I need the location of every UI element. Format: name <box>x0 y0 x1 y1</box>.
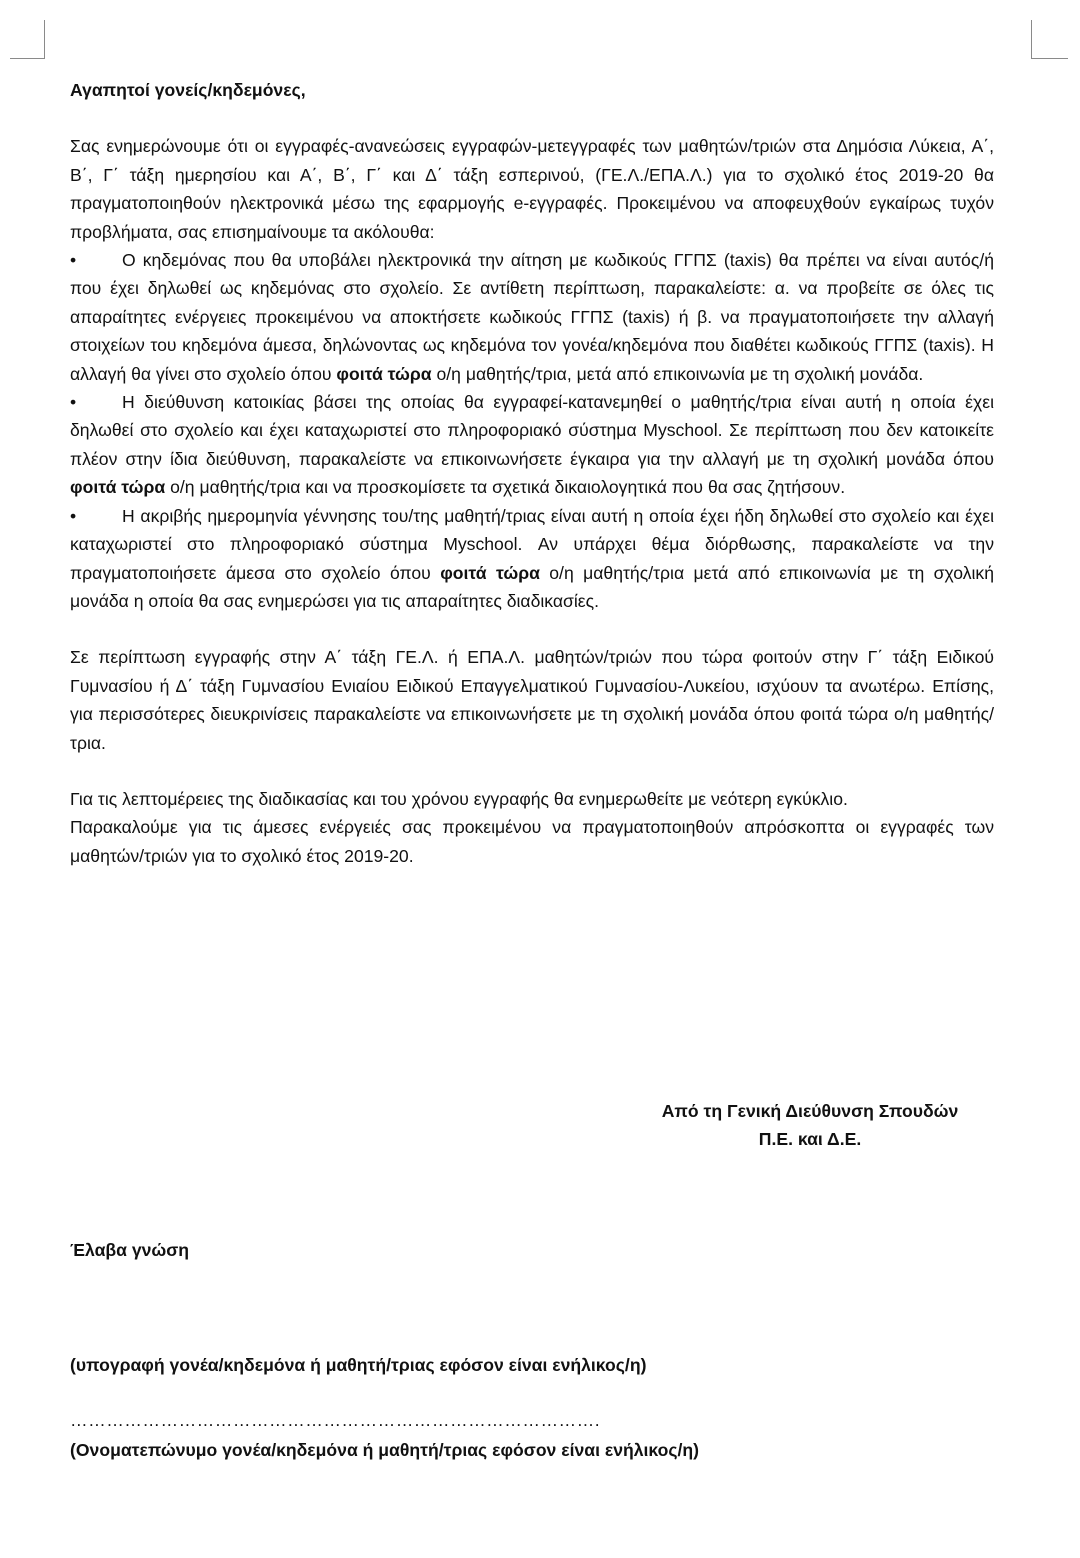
bullet-item-guardian <box>70 246 994 388</box>
details-note-paragraph: Για τις λεπτομέρειες της διαδικασίας και του χρόνου εγγραφής θα ενημερωθείτε με νεότερη εγκύκλιο. <box>70 788 848 809</box>
signature-field-label: (υπογραφή γονέα/κηδεμόνα ή μαθητή/τριας εφόσον είναι ενήλικος/η) <box>70 1355 647 1375</box>
bullet-icon <box>70 502 122 530</box>
signature-line-2: Π.Ε. και Δ.Ε. <box>758 1129 862 1149</box>
bullet-item-birthdate <box>70 502 994 616</box>
bullet-text: Ο κηδεμόνας που θα υποβάλει ηλεκτρονικά την αίτηση με κωδικούς ΓΓΠΣ (taxis) θα πρέπει να είναι αυτός/ή που έχει δηλωθεί ως κηδεμόνας στο σχολείο. Σε αντίθετη περίπτωση, παρακαλείστε: α. να προβείτε σε όλες τις απαραίτητες ενέργειες προκειμένου να αποκτήσετε κωδικούς ΓΓΠΣ (taxis) ή β. να πραγματοποιήσετε την αλλαγή στοιχείων του κηδεμόνα άμεσα, δηλώνοντας ως κηδεμόνα τον γονέα/κηδεμόνα που διαθέτει κωδικούς ΓΓΠΣ (taxis). Η αλλαγή θα γίνει στο σχολείο όπου <box>70 250 994 384</box>
signature-line-1: Από τη Γενική Διεύθυνση Σπουδών <box>661 1101 959 1121</box>
bullet-text: Η διεύθυνση κατοικίας βάσει της οποίας θα εγγραφεί-κατανεμηθεί ο μαθητής/τρια είναι αυτή η οποία έχει δηλωθεί στο σχολείο και έχει καταχωριστεί στο πληροφοριακό σύστημα Myschool. Σε περίπτωση που δεν κατοικείτε πλέον στην ίδια διεύθυνση, παρακαλείστε να επικοινωνήσετε έγκαιρα για την αλλαγή με τη σχολική μονάδα όπου <box>70 392 994 469</box>
crop-mark-top-right <box>1031 20 1068 59</box>
greeting: Αγαπητοί γονείς/κηδεμόνες, <box>70 80 306 100</box>
bullet-icon <box>70 388 122 416</box>
crop-mark-top-left <box>10 20 45 59</box>
name-field-dotted-line: ……………………………………………………………………………. <box>70 1410 601 1430</box>
name-field-label: (Ονοματεπώνυμο γονέα/κηδεμόνα ή μαθητή/τριας εφόσον είναι ενήλικος/η) <box>70 1440 700 1460</box>
acknowledgement-label: Έλαβα γνώση <box>70 1240 190 1260</box>
bullet-text: ο/η μαθητής/τρια μετά από επικοινωνία με τη σχολική μονάδα η οποία θα σας ενημερώσει για τις απαραίτητες διαδικασίες. <box>70 562 994 611</box>
document-body <box>70 76 994 870</box>
bullet-text: ο/η μαθητής/τρια, μετά από επικοινωνία με τη σχολική μονάδα. <box>431 363 924 384</box>
closing-request-paragraph: Παρακαλούμε για τις άμεσες ενέργειές σας προκειμένου να πραγματοποιηθούν απρόσκοπτα οι εγγραφές των μαθητών/τριών για το σχολικό έτος 2019-20. <box>70 817 994 866</box>
bullet-icon <box>70 246 122 274</box>
bullet-emphasis: φοιτά τώρα <box>70 477 166 498</box>
special-case-paragraph: Σε περίπτωση εγγραφής στην Α΄ τάξη ΓΕ.Λ. ή ΕΠΑ.Λ. μαθητών/τριών που τώρα φοιτούν στην Γ΄ τάξη Ειδικού Γυμνασίου ή Δ΄ τάξη Γυμνασίου Ενιαίου Ειδικού Επαγγελματικού Γυμνασίου-Λυκείου, ισχύουν τα ανωτέρω. Επίσης, για περισσότερες διευκρινίσεις παρακαλείστε να επικοινωνήσετε με τη σχολική μονάδα όπου φοιτά τώρα ο/η μαθητής/τρια. <box>70 647 994 753</box>
bullet-emphasis: φοιτά τώρα <box>440 562 540 583</box>
bullet-text: Η ακριβής ημερομηνία γέννησης του/της μαθητή/τριας είναι αυτή η οποία έχει ήδη δηλωθεί στο σχολείο και έχει καταχωριστεί στο πληροφοριακό σύστημα Myschool. Αν υπάρχει θέμα διόρθωσης, παρακαλείστε να την πραγματοποιήσετε άμεσα στο σχολείο όπου <box>70 505 994 583</box>
bullet-text: ο/η μαθητής/τρια και να προσκομίσετε τα σχετικά δικαιολογητικά που θα σας ζητήσουν. <box>165 477 846 498</box>
intro-paragraph: Σας ενημερώνουμε ότι οι εγγραφές-ανανεώσεις εγγραφών-μετεγγραφές των μαθητών/τριών στα Δημόσια Λύκεια, Α΄, Β΄, Γ΄ τάξη ημερησίου και Α΄, Β΄, Γ΄ και Δ΄ τάξη εσπερινού, (ΓΕ.Λ./ΕΠΑ.Λ.) για το σχολικό έτος 2019-20 θα πραγματοποιηθούν ηλεκτρονικά μέσω της εφαρμογής e-εγγραφές. Προκειμένου να αποφευχθούν εγκαίρως τυχόν προβλήματα, σας επισημαίνουμε τα ακόλουθα: <box>70 136 994 242</box>
bullet-emphasis: φοιτά τώρα <box>336 363 432 384</box>
signature-block <box>570 1097 1050 1153</box>
bullet-item-address <box>70 388 994 502</box>
